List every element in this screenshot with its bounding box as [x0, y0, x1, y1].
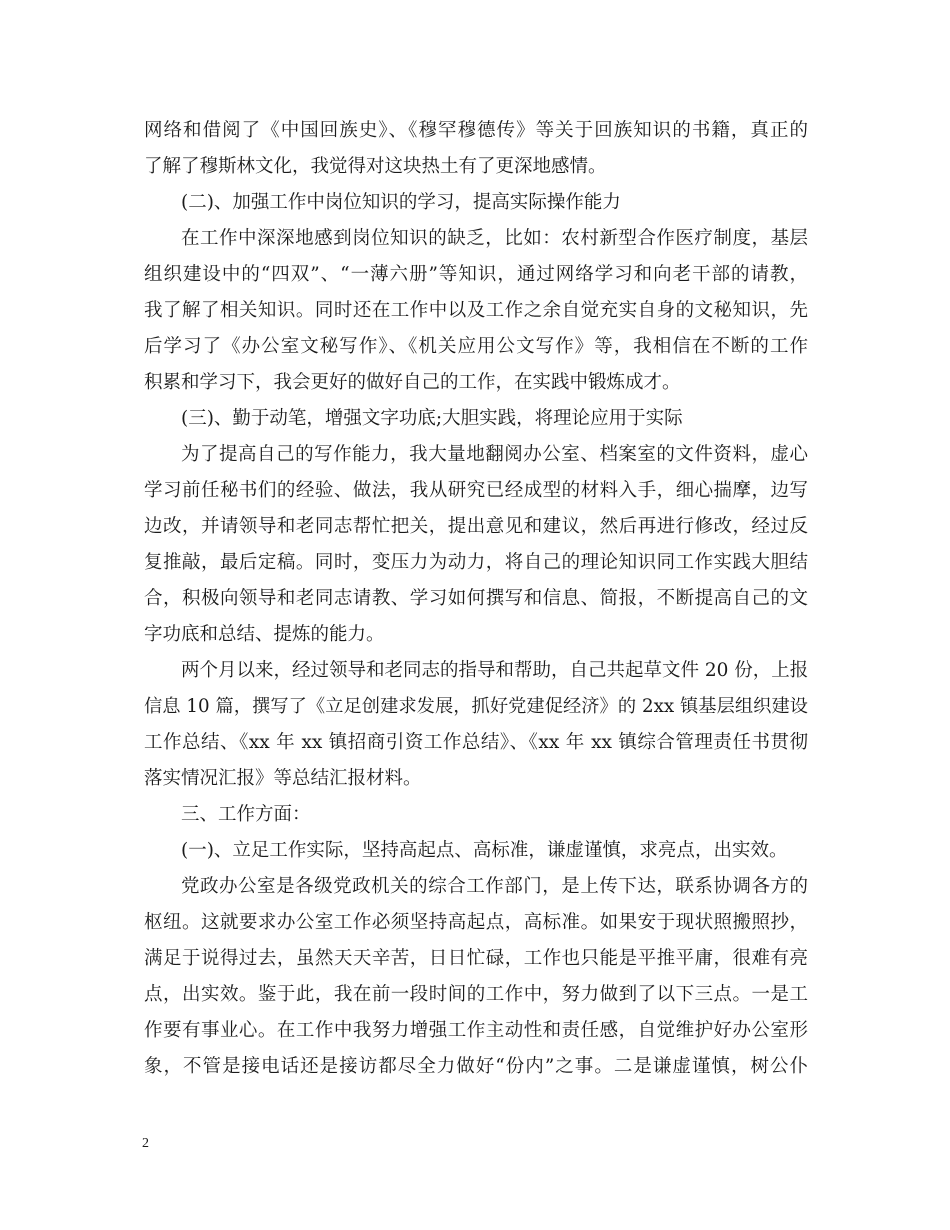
text-line: 学习前任秘书们的经验、做法，我从研究已经成型的材料入手，细心揣摩，边写 [144, 480, 808, 501]
text-line: 复推敲，最后定稿。同时，变压力为动力，将自己的理论知识同工作实践大胆结 [144, 552, 808, 573]
text-line: 点，出实效。鉴于此，我在前一段时间的工作中，努力做到了以下三点。一是工 [144, 984, 808, 1005]
text-line: 后学习了《办公室文秘写作》、《机关应用公文写作》等，我相信在不断的工作 [144, 336, 808, 357]
text-line: 网络和借阅了《中国回族史》、《穆罕穆德传》等关于回族知识的书籍，真正的 [144, 120, 808, 141]
text-line: 我了解了相关知识。同时还在工作中以及工作之余自觉充实自身的文秘知识，先 [144, 300, 808, 321]
text-line: 满足于说得过去，虽然天天辛苦，日日忙碌，工作也只能是平推平庸，很难有亮 [144, 948, 808, 969]
text-line: 在工作中深深地感到岗位知识的缺乏，比如：农村新型合作医疗制度，基层 [181, 228, 808, 249]
text-line: 为了提高自己的写作能力，我大量地翻阅办公室、档案室的文件资料，虚心 [181, 444, 808, 465]
text-line: 三、工作方面： [181, 804, 311, 825]
text-line: 积累和学习下，我会更好的做好自己的工作，在实践中锻炼成才。 [144, 372, 681, 393]
text-line: 边改，并请领导和老同志帮忙把关，提出意见和建议，然后再进行修改，经过反 [144, 516, 808, 537]
text-line: 合，积极向领导和老同志请教、学习如何撰写和信息、简报，不断提高自己的文 [144, 588, 808, 609]
text-line: 两个月以来，经过领导和老同志的指导和帮助，自己共起草文件 20 份，上报 [181, 660, 809, 681]
text-line: 组织建设中的“四双”、“一薄六册”等知识，通过网络学习和向老干部的请教， [144, 264, 808, 285]
text-line: (二)、加强工作中岗位知识的学习，提高实际操作能力 [181, 192, 621, 213]
document-body [144, 113, 808, 1085]
text-line: (一)、立足工作实际，坚持高起点、高标准，谦虚谨慎，求亮点，出实效。 [181, 840, 788, 861]
text-line: 字功底和总结、提炼的能力。 [144, 624, 385, 645]
page-number: 2 [142, 1136, 149, 1151]
text-line: 党政办公室是各级党政机关的综合工作部门，是上传下达，联系协调各方的 [181, 876, 808, 897]
text-line: 枢纽。这就要求办公室工作必须坚持高起点，高标准。如果安于现状照搬照抄， [144, 912, 808, 933]
text-line: 工作总结、《xx 年 xx 镇招商引资工作总结》、《xx 年 xx 镇综合管理责任书贯彻 [144, 732, 808, 753]
text-line: 了解了穆斯林文化，我觉得对这块热土有了更深地感情。 [144, 156, 607, 177]
text-line: 象，不管是接电话还是接访都尽全力做好“份内”之事。二是谦虚谨慎，树公仆 [144, 1056, 808, 1077]
text-line: 落实情况汇报》等总结汇报材料。 [144, 768, 422, 789]
text-line: 信息 10 篇，撰写了《立足创建求发展，抓好党建促经济》的 2xx 镇基层组织建设 [144, 696, 808, 717]
text-line: (三)、勤于动笔，增强文字功底;大胆实践，将理论应用于实际 [181, 408, 683, 429]
text-line: 作要有事业心。在工作中我努力增强工作主动性和责任感，自觉维护好办公室形 [144, 1020, 808, 1041]
